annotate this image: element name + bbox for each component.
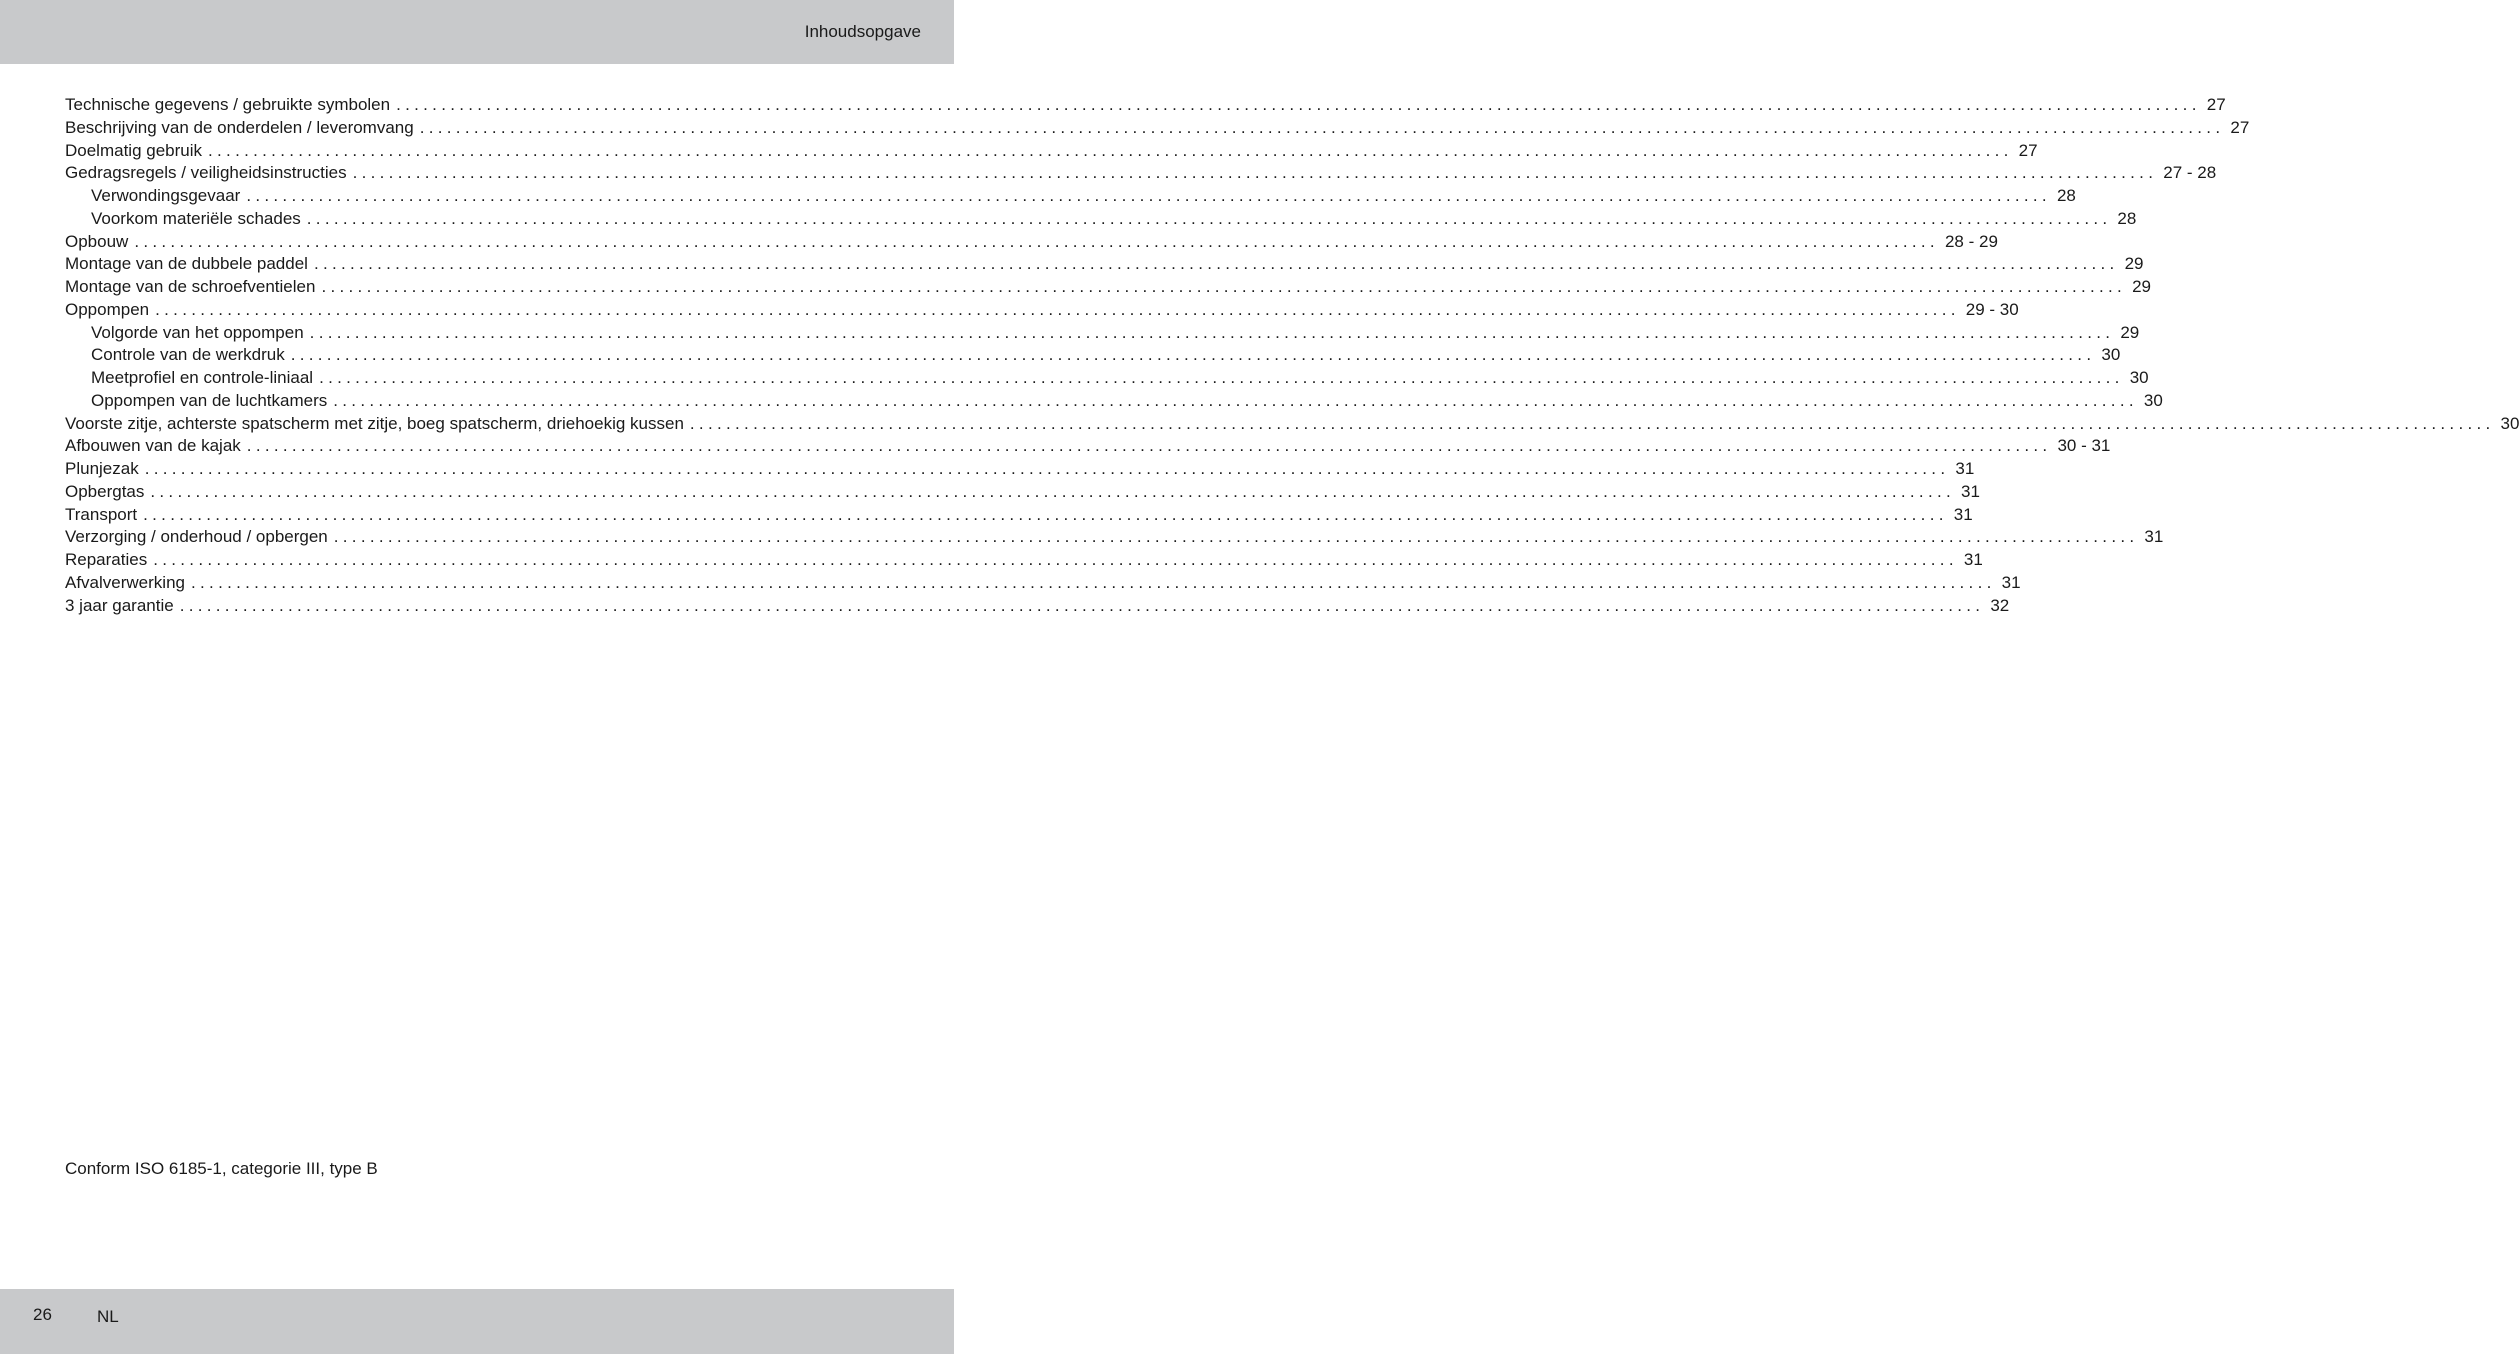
toc-entry[interactable]	[65, 481, 1980, 504]
toc-entry-page: 27	[2206, 95, 2226, 114]
toc-entry-title: Controle van de werkdruk	[91, 345, 285, 365]
toc-subentry[interactable]	[65, 322, 2140, 345]
table-of-contents	[65, 94, 2519, 617]
toc-entry[interactable]	[65, 413, 2519, 436]
toc-entry-title: Beschrijving van de onderdelen / leveromvang	[65, 117, 414, 137]
header-bar	[0, 0, 954, 64]
toc-entry-page: 31	[1953, 504, 1973, 524]
toc-entry-page: 29 - 30	[1965, 299, 2019, 319]
toc-entry[interactable]	[65, 549, 1983, 572]
toc-leader-dots: ........................................................................................................................................................................................................	[396, 95, 2201, 114]
toc-leader-dots: ........................................................................................................................................................................................................	[333, 390, 2138, 410]
toc-leader-dots: ........................................................................................................................................................................................................	[306, 208, 2112, 228]
toc-entry-title: Meetprofiel en controle-liniaal	[91, 368, 314, 387]
toc-subentry[interactable]	[65, 367, 2149, 390]
toc-entry[interactable]	[65, 162, 2217, 185]
toc-entry-title: Plunjezak	[65, 459, 139, 478]
toc-entry[interactable]	[65, 595, 2010, 618]
toc-subentry[interactable]	[65, 208, 2137, 231]
toc-entry[interactable]	[65, 94, 2226, 117]
toc-leader-dots: ........................................................................................................................................................................................................	[153, 550, 1958, 569]
toc-entry-page: 30	[2143, 390, 2163, 410]
toc-leader-dots: ........................................................................................................................................................................................................	[208, 140, 2013, 160]
conformity-note: Conform ISO 6185-1, categorie III, type B	[65, 1159, 378, 1178]
toc-leader-dots: ........................................................................................................................................................................................................	[689, 413, 2495, 433]
toc-entry-title: Opbergtas	[65, 481, 145, 501]
toc-entry-page: 31	[2001, 572, 2021, 592]
toc-entry[interactable]	[65, 140, 2038, 163]
toc-entry-title: Oppompen	[65, 299, 150, 319]
toc-entry-page: 31	[2144, 527, 2164, 547]
toc-entry-page: 28	[2056, 186, 2076, 205]
footer-bar	[0, 1289, 954, 1354]
toc-entry[interactable]	[65, 572, 2021, 595]
toc-entry-title: Doelmatig gebruik	[65, 140, 203, 160]
toc-leader-dots: ........................................................................................................................................................................................................	[246, 436, 2052, 456]
toc-entry-title: Reparaties	[65, 550, 148, 569]
toc-leader-dots: ........................................................................................................................................................................................................	[150, 481, 1956, 501]
toc-entry-title: Voorste zitje, achterste spatscherm met zitje, boeg spatscherm, driehoekig kussen	[65, 413, 684, 433]
page-number: 26	[33, 1305, 52, 1324]
page-title: Inhoudsopgave	[804, 22, 921, 41]
toc-entry-title: Montage van de schroefventielen	[65, 277, 316, 296]
toc-entry-page: 28	[2117, 208, 2137, 228]
toc-entry-page: 31	[1963, 550, 1983, 569]
toc-entry-page: 29	[2124, 254, 2144, 274]
toc-entry-title: Voorkom materiële schades	[91, 208, 301, 228]
toc-entry-page: 32	[1990, 595, 2010, 615]
toc-entry[interactable]	[65, 231, 1998, 254]
toc-entry-page: 30 - 31	[2057, 436, 2111, 456]
toc-entry[interactable]	[65, 458, 1975, 481]
toc-leader-dots: ........................................................................................................................................................................................................	[309, 322, 2115, 342]
toc-leader-dots: ........................................................................................................................................................................................................	[290, 345, 2096, 365]
toc-entry-title: Verzorging / onderhoud / opbergen	[65, 527, 328, 547]
toc-entry-page: 30	[2500, 413, 2519, 433]
toc-leader-dots: ........................................................................................................................................................................................................	[246, 186, 2051, 205]
toc-entry[interactable]	[65, 435, 2111, 458]
toc-entry-page: 27	[2230, 117, 2250, 137]
toc-entry-page: 29	[2132, 277, 2152, 296]
toc-leader-dots: ........................................................................................................................................................................................................	[333, 527, 2139, 547]
toc-entry-title: Oppompen van de luchtkamers	[91, 390, 328, 410]
toc-entry-page: 28 - 29	[1944, 231, 1998, 251]
toc-entry-page: 31	[1961, 481, 1980, 501]
toc-entry-title: Verwondingsgevaar	[91, 186, 241, 205]
language-code: NL	[97, 1307, 119, 1326]
toc-subentry[interactable]	[65, 185, 2076, 208]
toc-entry-title: 3 jaar garantie	[65, 595, 174, 615]
toc-entry-page: 27 - 28	[2163, 163, 2217, 183]
toc-entry-title: Gedragsregels / veiligheidsinstructies	[65, 163, 347, 183]
toc-entry-page: 30	[2101, 345, 2121, 365]
toc-leader-dots: ........................................................................................................................................................................................................	[134, 231, 1939, 251]
toc-leader-dots: ........................................................................................................................................................................................................	[352, 163, 2158, 183]
toc-leader-dots: ........................................................................................................................................................................................................	[144, 459, 1950, 478]
toc-entry[interactable]	[65, 504, 1973, 527]
toc-subentry[interactable]	[65, 390, 2163, 413]
toc-leader-dots: ........................................................................................................................................................................................................	[319, 368, 2124, 387]
toc-entry[interactable]	[65, 276, 2152, 299]
toc-entry-title: Technische gegevens / gebruikte symbolen	[65, 95, 391, 114]
toc-leader-dots: ........................................................................................................................................................................................................	[179, 595, 1985, 615]
toc-entry-title: Afvalverwerking	[65, 572, 185, 592]
toc-leader-dots: ........................................................................................................................................................................................................	[313, 254, 2119, 274]
toc-entry[interactable]	[65, 526, 2164, 549]
toc-subentry[interactable]	[65, 344, 2121, 367]
toc-leader-dots: ........................................................................................................................................................................................................	[321, 277, 2127, 296]
toc-entry-title: Afbouwen van de kajak	[65, 436, 241, 456]
toc-leader-dots: ........................................................................................................................................................................................................	[419, 117, 2225, 137]
toc-entry[interactable]	[65, 117, 2250, 140]
toc-entry[interactable]	[65, 299, 2019, 322]
toc-entry-title: Transport	[65, 504, 138, 524]
toc-entry-page: 30	[2129, 368, 2149, 387]
toc-entry-page: 27	[2018, 140, 2038, 160]
toc-entry-page: 29	[2120, 322, 2140, 342]
toc-entry[interactable]	[65, 253, 2144, 276]
toc-entry-title: Volgorde van het oppompen	[91, 322, 304, 342]
toc-entry-page: 31	[1955, 459, 1975, 478]
toc-entry-title: Opbouw	[65, 231, 129, 251]
toc-entry-title: Montage van de dubbele paddel	[65, 254, 308, 274]
toc-leader-dots: ........................................................................................................................................................................................................	[191, 572, 1996, 592]
toc-leader-dots: ........................................................................................................................................................................................................	[155, 299, 1960, 319]
toc-leader-dots: ........................................................................................................................................................................................................	[143, 504, 1948, 524]
